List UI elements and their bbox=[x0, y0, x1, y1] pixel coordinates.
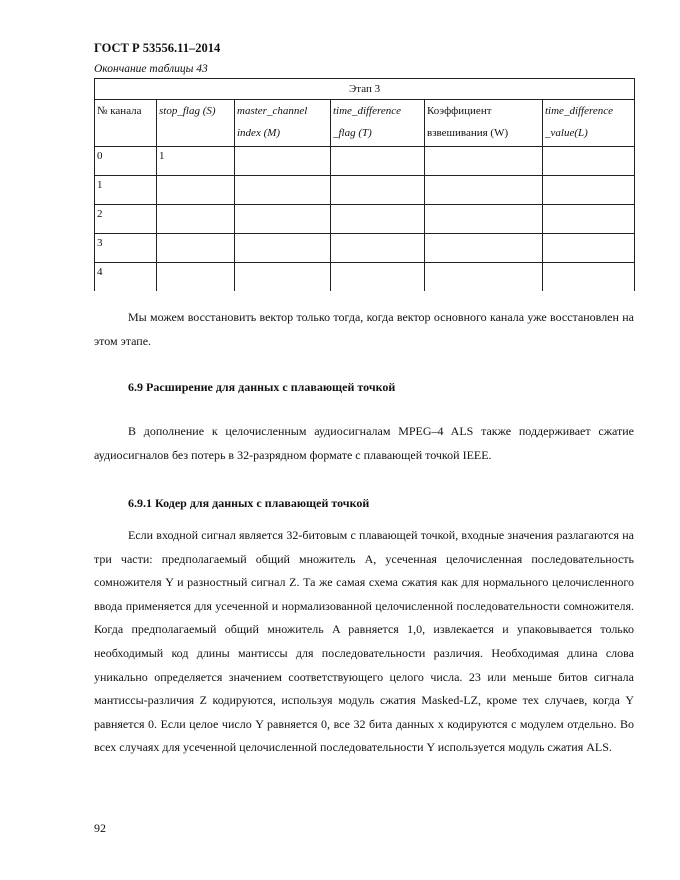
table-cell bbox=[331, 147, 425, 176]
table-row bbox=[95, 263, 635, 292]
table-cell bbox=[543, 176, 635, 205]
table-cell bbox=[425, 234, 543, 263]
table-row bbox=[95, 147, 635, 176]
table-cell bbox=[331, 263, 425, 292]
table-row bbox=[95, 205, 635, 234]
col-header-time-diff-value: time_difference _value(L) bbox=[543, 100, 635, 147]
table-cell bbox=[543, 263, 635, 292]
table-cell bbox=[235, 147, 331, 176]
col-header-time-diff-flag: time_difference _flag (T) bbox=[331, 100, 425, 147]
table-row bbox=[95, 176, 635, 205]
table-cell: 2 bbox=[95, 205, 157, 234]
table-cell bbox=[157, 263, 235, 292]
paragraph-float-encoder: Если входной сигнал является 32-битовым с плавающей точкой, входные значения разлагаются на три части: предполагаемый общий множитель A, усеченная целочисленная последовательность сомножителя Y и разностный сигнал Z. Та же самая схема сжатия как для нормального целочисленного ввода применяется для усеченной и нормализованной целочисленной последовательности сомножителя. Когда предполагаемый общий множитель A равняется 1,0, извлекается и упаковывается только необходимый код длины мантиссы для последовательности различия. Необходимая длина слова уникально определяется значением соответствующего целого числа. 23 или меньше битов сигнала мантиссы-различия Z кодируются, используя модуль сжатия Masked-LZ, кроме тех случаев, когда Y равняется 0. Если целое число Y равняется 0, все 32 бита данных x кодируются с модулем отдельно. Во всех случаях для усеченной целочисленной последовательности Y используется модуль сжатия ALS. bbox=[94, 528, 634, 755]
table-row bbox=[95, 234, 635, 263]
table-cell bbox=[235, 176, 331, 205]
stage-header: Этап 3 bbox=[95, 79, 635, 100]
table-header-row bbox=[95, 100, 635, 147]
page-number: 92 bbox=[94, 821, 106, 835]
table-cell bbox=[331, 205, 425, 234]
table-cell bbox=[543, 205, 635, 234]
col-header-stop-flag: stop_flag (S) bbox=[157, 100, 235, 147]
table-cell bbox=[235, 234, 331, 263]
table-cell bbox=[331, 234, 425, 263]
table-cell: 1 bbox=[157, 147, 235, 176]
section-heading-6-9-1: 6.9.1 Кодер для данных с плавающей точкой bbox=[128, 496, 370, 510]
table-cell bbox=[235, 263, 331, 292]
table-cell: 3 bbox=[95, 234, 157, 263]
section-heading-6-9: 6.9 Расширение для данных с плавающей точкой bbox=[128, 380, 396, 394]
table-stage-row bbox=[95, 79, 635, 100]
table-43 bbox=[94, 78, 635, 291]
table-cell bbox=[235, 205, 331, 234]
table-caption: Окончание таблицы 43 bbox=[94, 63, 208, 75]
col-header-weight: Коэффициент взвешивания (W) bbox=[425, 100, 543, 147]
paragraph-restore-vector: Мы можем восстановить вектор только тогда, когда вектор основного канала уже восстановлен на этом этапе. bbox=[94, 310, 634, 348]
table-cell bbox=[157, 205, 235, 234]
table-cell bbox=[543, 234, 635, 263]
table-cell bbox=[425, 205, 543, 234]
table-cell: 1 bbox=[95, 176, 157, 205]
table-cell: 4 bbox=[95, 263, 157, 292]
document-header: ГОСТ Р 53556.11–2014 bbox=[94, 41, 221, 55]
table-cell bbox=[157, 176, 235, 205]
table-cell bbox=[425, 263, 543, 292]
table-cell bbox=[157, 234, 235, 263]
table-cell bbox=[331, 176, 425, 205]
table-cell bbox=[543, 147, 635, 176]
table-cell: 0 bbox=[95, 147, 157, 176]
table-cell bbox=[425, 147, 543, 176]
col-header-master-channel: master_channel index (M) bbox=[235, 100, 331, 147]
col-header-channel: № канала bbox=[95, 100, 157, 147]
table-cell bbox=[425, 176, 543, 205]
paragraph-float-extension: В дополнение к целочисленным аудиосигналам MPEG–4 ALS также поддерживает сжатие аудиосигналов без потерь в 32-разрядном формате с плавающей точкой IEEE. bbox=[94, 424, 634, 462]
